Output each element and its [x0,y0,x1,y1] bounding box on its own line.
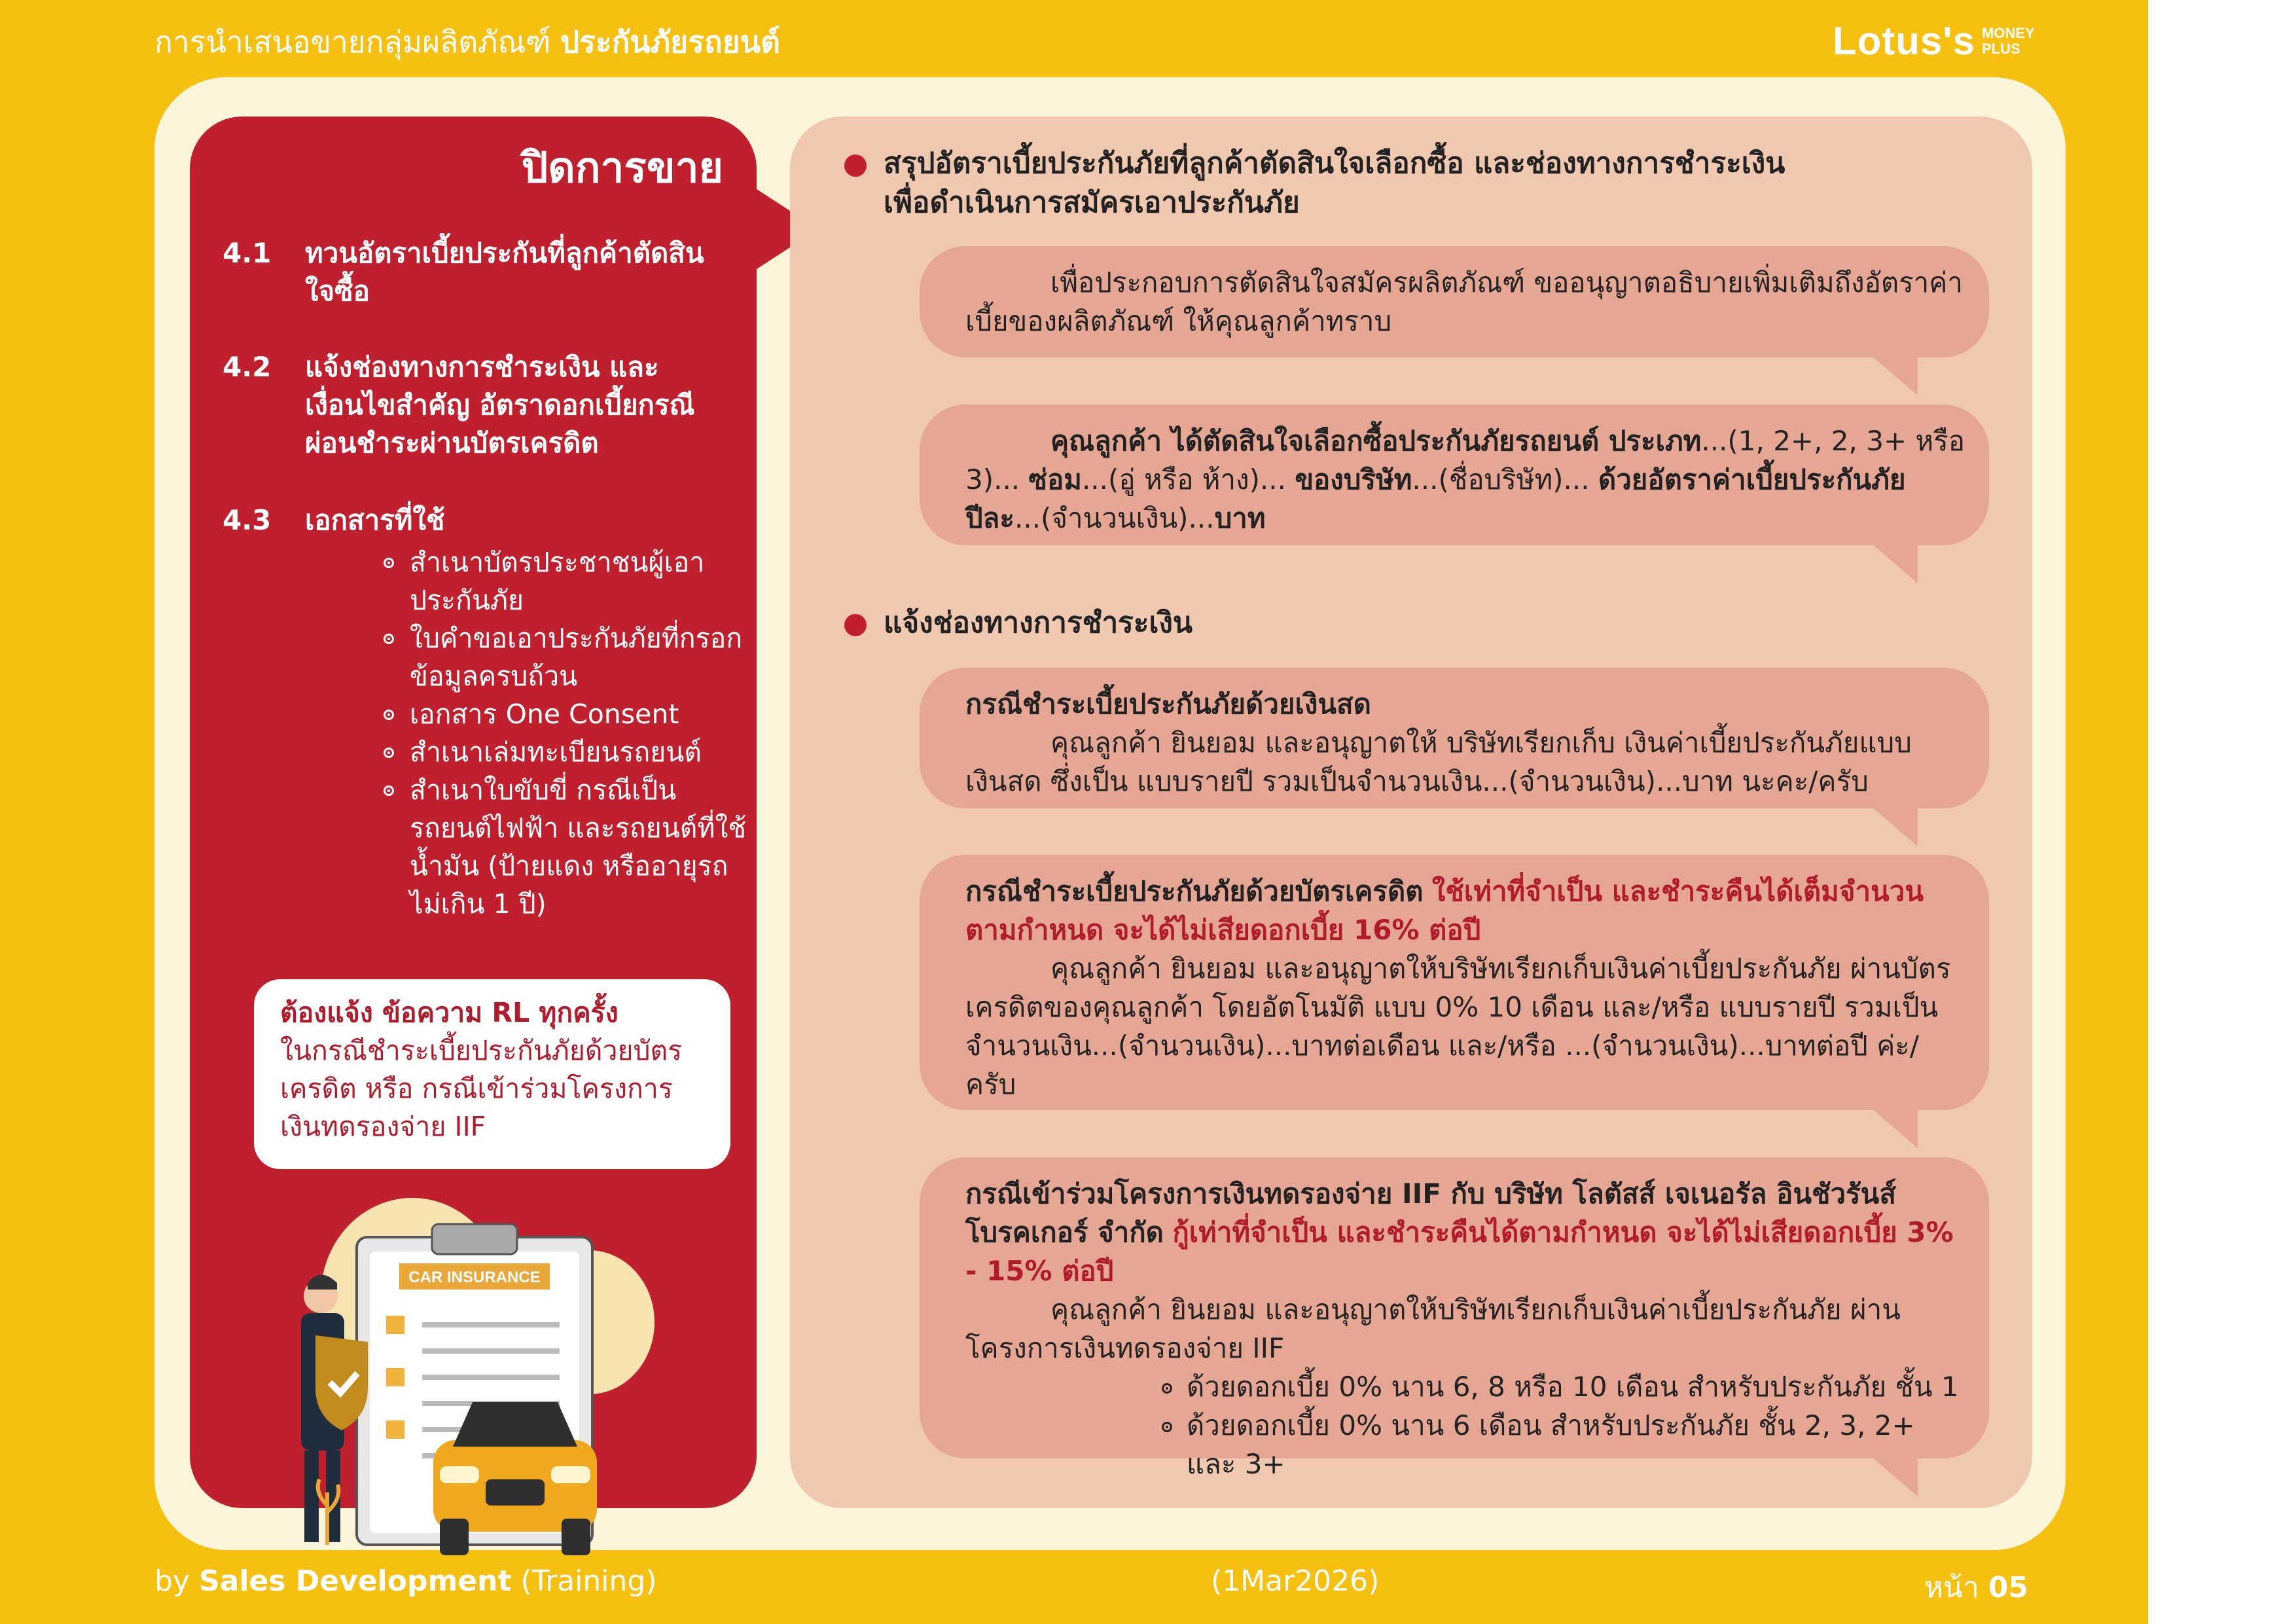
section-line: สรุปอัตราเบี้ยประกันภัยที่ลูกค้าตัดสินใจเลือกซื้อ และช่องทางการชำระเงิน [884,147,1785,180]
page-label: หน้า [1924,1571,1979,1604]
car-grille [486,1479,545,1506]
document-text: สำเนาเล่มทะเบียนรถยนต์ [410,736,702,768]
section-summary-text [884,144,1785,223]
credit-warning: ใช้เท่าที่จำเป็น และชำระคืนได้เต็มจำนวนตามกำหนด จะได้ไม่เสียดอกเบี้ย 16% ต่อปี [965,875,1924,946]
step-number: 4.1 [223,237,272,269]
section-line: เพื่อดำเนินการสมัครเอาประกันภัย [884,186,1300,219]
bullet-icon [384,710,394,720]
document-text: สำเนาใบขับขี่ กรณีเป็นรถยนต์ไฟฟ้า และรถยนต์ที่ใช้น้ำมัน (ป้ายแดง หรืออายุรถไม่เกิน 1 ปี) [410,774,747,920]
step-4-3 [223,501,746,541]
clipboard-clip [432,1224,517,1254]
step-text: แจ้งช่องทางการชำระเงิน และเงื่อนไขสำคัญ อัตราดอกเบี้ยกรณีผ่อนชำระผ่านบัตรเครดิต [305,351,695,459]
list-item [384,771,750,923]
brand-main: Lotus's [1833,19,1975,63]
iif-body: คุณลูกค้า ยินยอม และอนุญาตให้บริษัทเรียกเก็บเงินค่าเบี้ยประกันภัย ผ่านโครงการเงินทดรองจ่าย IIF [965,1293,1901,1364]
footer-dept: (Training) [520,1564,657,1598]
label-text: CAR INSURANCE [408,1269,541,1286]
document-text: เอกสาร One Consent [410,698,679,730]
section-payment-text: แจ้งช่องทางการชำระเงิน [884,606,1193,640]
bullet-icon [1162,1422,1172,1432]
iif-warning: กู้เท่าที่จำเป็น และชำระคืนได้ตามกำหนด จะได้ไม่เสียดอกเบี้ย 3% - 15% ต่อปี [965,1216,1954,1287]
car-insurance-illustration [281,1191,687,1558]
bullet-icon [384,634,394,644]
car-headlight [551,1466,590,1483]
document-list [384,543,750,923]
list-item [384,543,750,619]
cash-title: กรณีชำระเบี้ยประกันภัยด้วยเงินสด [965,688,1371,720]
car-wheel [562,1519,590,1555]
bubble-tail [1872,356,1918,395]
bullet-icon [384,558,394,568]
bubble-credit [920,855,1989,1110]
page-num: 05 [1988,1571,2029,1604]
iif-heading [965,1174,1969,1290]
notice-body: ในกรณีชำระเบี้ยประกันภัยด้วยบัตรเครดิต หรือ กรณีเข้าร่วมโครงการเงินทดรองจ่าย IIF [280,1035,683,1142]
bullet-icon [384,748,394,758]
checkbox-icon [386,1316,404,1334]
brand-sub-1: MONEY [1981,24,2035,41]
bubble-iif [920,1157,1989,1480]
list-item [1162,1406,1969,1483]
document-text: สำเนาบัตรประชาชนผู้เอาประกันภัย [410,547,705,616]
checkbox-icon [386,1368,404,1386]
brand-sub [1982,26,2035,57]
bubble-explain [920,246,1989,357]
bubble-text: คุณลูกค้า ได้ตัดสินใจเลือกซื้อประกันภัยรถยนต์ ประเภท...(1, 2+, 2, 3+ หรือ 3)... ซ่อม...(อู่ หรือ ห้าง)... ของบริษัท...(ชื่อบริษัท)... ด้วยอัตราค่าเบี้ยประกันภัย ปีละ...(จำนวนเงิน)...บาท [965,425,1965,534]
bullet-dot-icon [844,154,867,177]
step-4-1 [223,234,746,313]
iif-title: กรณีเข้าร่วมโครงการเงินทดรองจ่าย IIF กับ บริษัท โลตัสส์ เจเนอรัล อินชัวรันส์ โบรคเกอร์ จำกัด [965,1178,1897,1248]
bubble-cash [920,668,1989,808]
header-title [154,18,780,66]
footer-credit [154,1564,656,1598]
car-wheel [440,1519,469,1555]
cash-body: คุณลูกค้า ยินยอม และอนุญาตให้ บริษัทเรียกเก็บ เงินค่าเบี้ยประกันภัยแบบเงินสด ซึ่งเป็น แบบรายปี รวมเป็นจำนวนเงิน...(จำนวนเงิน)...บาท นะคะ/ครับ [965,727,1912,797]
list-item [384,695,750,733]
rl-notice-box [254,979,730,1169]
list-item [384,619,750,695]
bubble-summary [920,405,1989,545]
checkbox-icon [386,1420,404,1439]
header-title-bold: ประกันภัยรถยนต์ [560,24,780,60]
brand-sub-2: PLUS [1981,40,2020,57]
credit-body: คุณลูกค้า ยินยอม และอนุญาตให้บริษัทเรียกเก็บเงินค่าเบี้ยประกันภัย ผ่านบัตรเครดิตของคุณลูกค้า โดยอัตโนมัติ แบบ 0% 10 เดือน และ/หรือ แบบรายปี รวมเป็นจำนวนเงิน...(จำนวนเงิน)...บาทต่อเดือน และ/หรือ ...(จำนวนเงิน)...บาทต่อปี ค่ะ/ครับ [965,952,1951,1100]
notice-title: ต้องแจ้ง ข้อความ RL ทุกครั้ง [280,997,619,1028]
form-line [422,1375,560,1380]
credit-title: กรณีชำระเบี้ยประกันภัยด้วยบัตรเครดิต [965,875,1424,907]
step-text: ทวนอัตราเบี้ยประกันที่ลูกค้าตัดสินใจซื้อ [305,237,704,307]
footer-date: (1Mar2026) [1211,1564,1380,1598]
bullet-icon [1162,1383,1172,1394]
bubble-text: เพื่อประกอบการตัดสินใจสมัครผลิตภัณฑ์ ขออนุญาตอธิบายเพิ่มเติมถึงอัตราค่าเบี้ยของผลิตภัณฑ์ ให้คุณลูกค้าทราบ [965,266,1963,337]
header-title-prefix: การนำเสนอขายกลุ่มผลิตภัณฑ์ [154,24,551,60]
bubble-tail [1872,1457,1918,1496]
page-number [1924,1564,2028,1610]
bullet-dot-icon [844,614,867,636]
bubble-tail [1872,807,1918,846]
form-line [422,1322,560,1327]
form-line [422,1348,560,1354]
car-headlight [440,1466,479,1483]
document-text: ใบคำขอเอาประกันภัยที่กรอกข้อมูลครบถ้วน [410,623,743,692]
bullet-icon [384,785,394,796]
person-leg [304,1451,319,1542]
step-number: 4.3 [223,504,272,536]
list-item [384,733,750,771]
closing-sale-title: ปิดการขาย [521,144,723,192]
iif-bullet-text: ด้วยดอกเบี้ย 0% นาน 6, 8 หรือ 10 เดือน สำหรับประกันภัย ชั้น 1 [1187,1371,1959,1403]
step-4-2 [223,348,746,466]
list-item [1162,1367,1969,1406]
step-text: เอกสารที่ใช้ [305,504,445,536]
footer-team: Sales Development [198,1564,512,1598]
iif-bullet-text: ด้วยดอกเบี้ย 0% นาน 6 เดือน สำหรับประกันภัย ชั้น 2, 3, 2+ และ 3+ [1187,1409,1915,1480]
footer-by: by [154,1564,190,1598]
bubble-tail [1872,1109,1918,1148]
step-number: 4.2 [223,351,272,383]
bubble-tail [1872,544,1918,583]
brand-logo [1833,18,2035,63]
car-window [453,1402,577,1447]
credit-heading [965,872,1969,949]
